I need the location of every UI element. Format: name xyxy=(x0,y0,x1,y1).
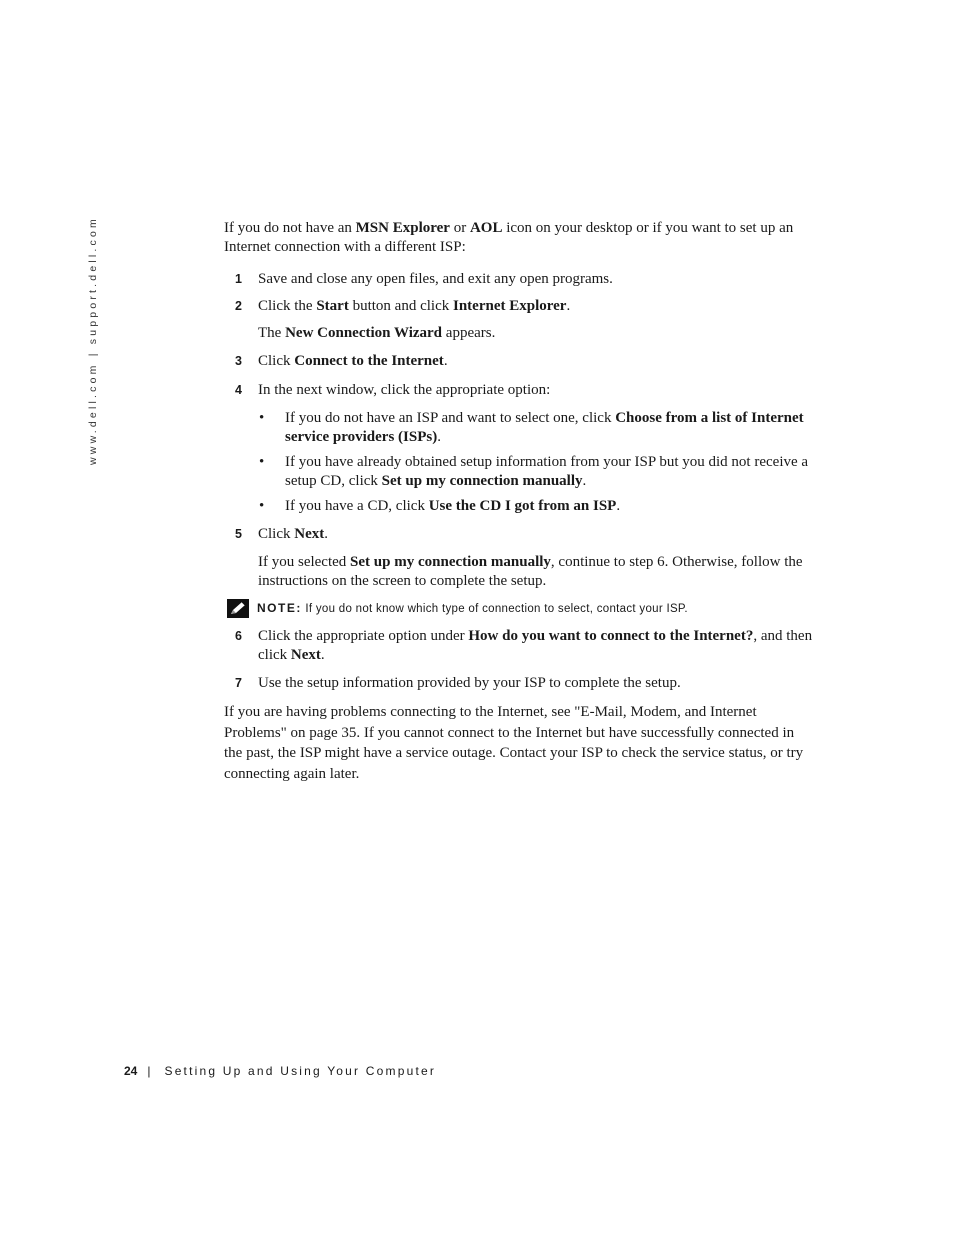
step-text: . xyxy=(566,298,571,314)
setup-manually-option-label: Set up my connection manually xyxy=(381,473,583,489)
step-text: Save and close any open files, and exit any open programs. xyxy=(258,271,613,287)
step-text: button and click xyxy=(348,298,453,314)
bullet-text: If you do not have an ISP and want to select one, click xyxy=(285,410,616,426)
step-text: Click xyxy=(258,526,295,542)
use-cd-option-label: Use the CD I got from an ISP xyxy=(428,498,617,514)
closing-paragraph: If you are having problems connecting to the Internet, see "E-Mail, Modem, and Internet Problems" on page 35. If you cannot connect to the Internet but have successfully connected in the past, the ISP might have a service outage. Contact your ISP to check the service status, or try connecting again later. xyxy=(224,704,804,782)
bullet-dot: • xyxy=(259,498,265,514)
note-box xyxy=(224,599,816,619)
step-2 xyxy=(224,297,816,316)
step-5-detail xyxy=(224,553,816,591)
note-label: NOTE: xyxy=(257,601,302,615)
pencil-note-icon xyxy=(227,599,249,618)
internet-explorer-label: Internet Explorer xyxy=(452,298,567,314)
page-content xyxy=(224,219,816,784)
page-number: 24 xyxy=(124,1064,138,1078)
step-text: appears. xyxy=(442,325,496,341)
bullet-text: If you have already obtained setup information from your ISP but you did not receive a setup CD, click xyxy=(285,454,809,489)
next-label: Next xyxy=(290,647,321,663)
step-text: The xyxy=(258,325,286,341)
bullet-dot: • xyxy=(259,454,265,470)
step-1 xyxy=(224,270,816,289)
step-number: 4 xyxy=(235,383,242,397)
step-7 xyxy=(224,674,816,693)
aol-label: AOL xyxy=(469,220,503,236)
footer-separator: | xyxy=(147,1064,151,1078)
new-connection-wizard-label: New Connection Wizard xyxy=(285,325,443,341)
connect-question-label: How do you want to connect to the Internet? xyxy=(468,628,754,644)
step-number: 5 xyxy=(235,527,242,541)
choose-isp-option-label: Choose from a list of Internet service providers (ISPs) xyxy=(285,410,804,445)
intro-text: or xyxy=(449,220,470,236)
bullet-text: If you have a CD, click xyxy=(285,498,429,514)
chapter-title: Setting Up and Using Your Computer xyxy=(164,1064,437,1078)
connect-to-internet-label: Connect to the Internet xyxy=(294,353,444,369)
step-4 xyxy=(224,381,816,400)
option-bullet xyxy=(224,453,816,491)
step-text: Click the xyxy=(258,298,317,314)
step-text: , and then click xyxy=(258,628,813,663)
step-number: 1 xyxy=(235,272,242,286)
step-text: If you selected xyxy=(258,554,351,570)
step-text: , continue to step 6. Otherwise, follow the instructions on the screen to complete the setup. xyxy=(258,554,803,589)
msn-explorer-label: MSN Explorer xyxy=(355,220,450,236)
step-number: 3 xyxy=(235,354,242,368)
step-text: Click xyxy=(258,353,295,369)
setup-manually-label: Set up my connection manually xyxy=(350,554,551,570)
bullet-text: . xyxy=(437,429,441,445)
start-label: Start xyxy=(316,298,349,314)
sidebar-url: www.dell.com | support.dell.com xyxy=(87,216,99,465)
step-2-detail xyxy=(224,324,816,343)
step-number: 7 xyxy=(235,676,242,690)
step-text: . xyxy=(443,353,448,369)
note-text: If you do not know which type of connection to select, contact your ISP. xyxy=(301,603,688,615)
step-3 xyxy=(224,352,816,371)
step-number: 2 xyxy=(235,299,242,313)
step-text: . xyxy=(324,526,328,542)
step-text: In the next window, click the appropriate option: xyxy=(258,382,551,398)
page-footer xyxy=(124,1062,436,1081)
intro-text: icon on your desktop or if you want to set up an Internet connection with a different ISP: xyxy=(224,220,794,255)
step-text: . xyxy=(320,647,325,663)
intro-text: If you do not have an xyxy=(224,220,356,236)
bullet-text: . xyxy=(582,473,587,489)
step-text: Click the appropriate option under xyxy=(258,628,469,644)
intro-paragraph xyxy=(224,219,816,257)
next-label: Next xyxy=(294,526,325,542)
step-6 xyxy=(224,627,816,665)
bullet-text: . xyxy=(616,498,621,514)
option-bullet xyxy=(224,409,816,447)
step-text: Use the setup information provided by your ISP to complete the setup. xyxy=(258,675,681,691)
bullet-dot: • xyxy=(259,410,265,426)
option-bullet xyxy=(224,497,816,516)
step-number: 6 xyxy=(235,629,242,643)
step-5 xyxy=(224,525,816,544)
